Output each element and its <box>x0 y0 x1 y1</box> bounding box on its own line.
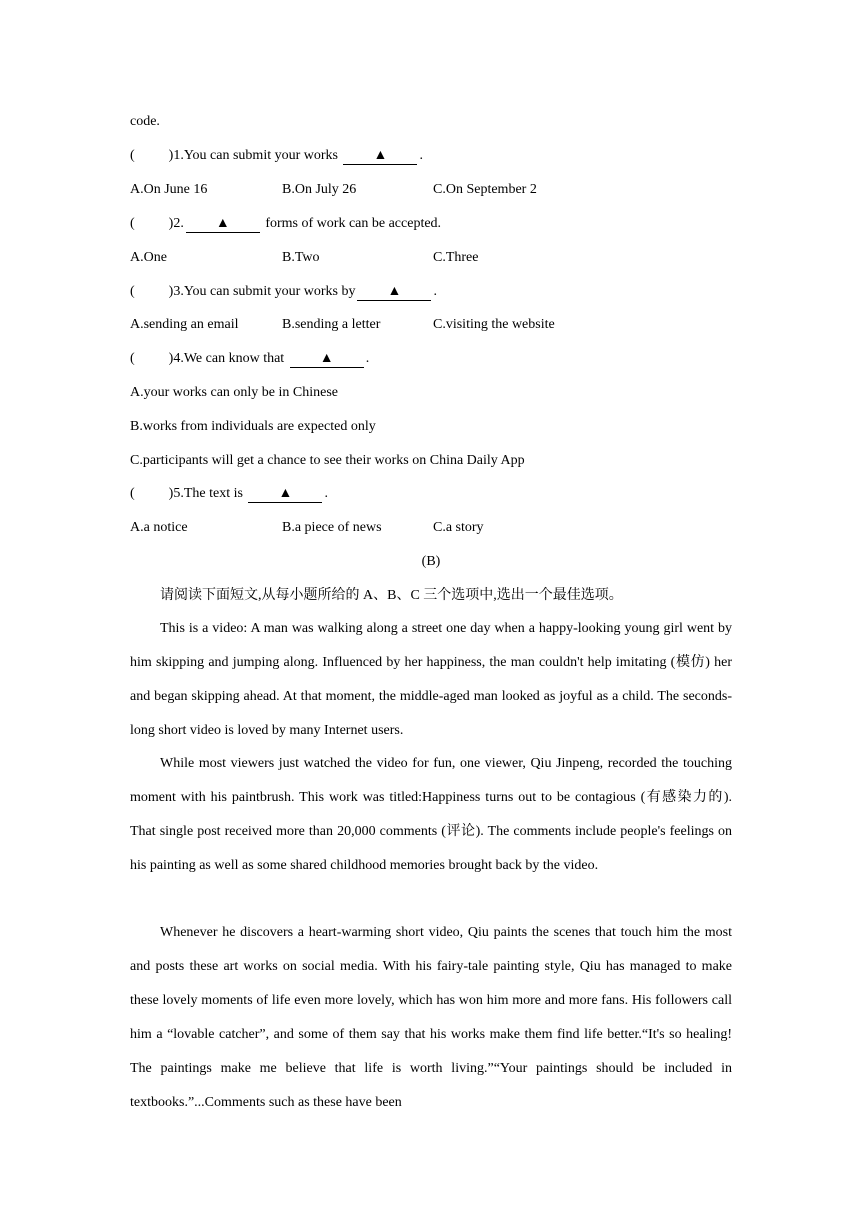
option-c: C.On September 2 <box>433 182 537 197</box>
question-3 <box>130 283 437 301</box>
option-a: A.your works can only be in Chinese <box>130 385 339 400</box>
passage-paragraph-1: This is a video: A man was walking along a street one day when a happy-looking young girl went by him skipping and jumping along. Influenced by her happiness, the man couldn't help imitating (模仿) her and began skipping ahead. At that moment, the middle-aged man looked as joyful as a child. The seconds-long short video is loved by many Internet users. <box>130 621 732 738</box>
option-c: C.Three <box>433 250 479 265</box>
question-3-options <box>130 316 732 334</box>
option-c: C.participants will get a chance to see their works on China Daily App <box>130 453 525 468</box>
question-4 <box>130 350 369 368</box>
option-b: B.a piece of news <box>282 520 382 535</box>
option-a: A.One <box>130 250 167 265</box>
question-stem: 2. <box>173 216 184 231</box>
answer-blank: ▲ <box>290 351 364 368</box>
answer-blank: ▲ <box>357 284 431 301</box>
answer-blank: ▲ <box>343 148 417 165</box>
question-5 <box>130 485 328 503</box>
option-a: A.On June 16 <box>130 182 208 197</box>
passage-paragraph-2: While most viewers just watched the video for fun, one viewer, Qiu Jinpeng, recorded the touching moment with his paintbrush. This work was titled:Happiness turns out to be contagious (有感染力的). That single post received more than 20,000 comments (评论). The comments include people's feelings on his painting as well as some shared childhood memories brought back by the video. <box>130 756 732 873</box>
question-5-options <box>130 519 732 537</box>
option-b: B.sending a letter <box>282 317 381 332</box>
question-stem-end: . <box>433 284 437 299</box>
question-stem-end: . <box>365 351 370 366</box>
open-paren: ( <box>130 216 135 231</box>
question-1 <box>130 147 423 165</box>
question-stem: 4.We can know that <box>173 351 288 366</box>
option-b: B.Two <box>282 250 320 265</box>
question-stem: 1.You can submit your works <box>173 148 342 163</box>
close-paren: ) <box>168 284 174 299</box>
option-a: A.a notice <box>130 520 188 535</box>
question-1-options <box>130 181 732 199</box>
open-paren: ( <box>130 486 135 501</box>
question-stem-end: . <box>324 486 328 501</box>
close-paren: ) <box>168 486 174 501</box>
top-fragment: code. <box>130 114 160 129</box>
option-a: A.sending an email <box>130 317 239 332</box>
option-c: C.a story <box>433 520 484 535</box>
answer-blank: ▲ <box>248 486 322 503</box>
close-paren: ) <box>168 351 174 366</box>
open-paren: ( <box>130 284 135 299</box>
question-2 <box>130 215 441 233</box>
question-stem: 3.You can submit your works by <box>173 284 356 299</box>
answer-blank: ▲ <box>186 216 260 233</box>
question-stem-end: . <box>419 148 423 163</box>
option-c: C.visiting the website <box>433 317 555 332</box>
passage-paragraph-3: Whenever he discovers a heart-warming short video, Qiu paints the scenes that touch him the most and posts these art works on social media. With his fairy-tale painting style, Qiu has managed to make these lovely moments of life even more lovely, which has won him more and more fans. His followers call him a “lovable catcher”, and some of them say that his works make them find life better.“It's so healing! The paintings make me believe that life is worth living.”“Your paintings should be included in textbooks.”...Comments such as these have been <box>130 925 732 1110</box>
section-heading: (B) <box>421 554 441 569</box>
open-paren: ( <box>130 351 135 366</box>
question-stem-end: forms of work can be accepted. <box>261 216 442 231</box>
open-paren: ( <box>130 148 135 163</box>
section-instruction: 请阅读下面短文,从每小题所给的 A、B、C 三个选项中,选出一个最佳选项。 <box>160 588 623 603</box>
option-b: B.On July 26 <box>282 182 357 197</box>
question-2-options <box>130 249 732 267</box>
close-paren: ) <box>168 148 174 163</box>
close-paren: ) <box>168 216 174 231</box>
question-stem: 5.The text is <box>173 486 247 501</box>
option-b: B.works from individuals are expected only <box>130 419 376 434</box>
